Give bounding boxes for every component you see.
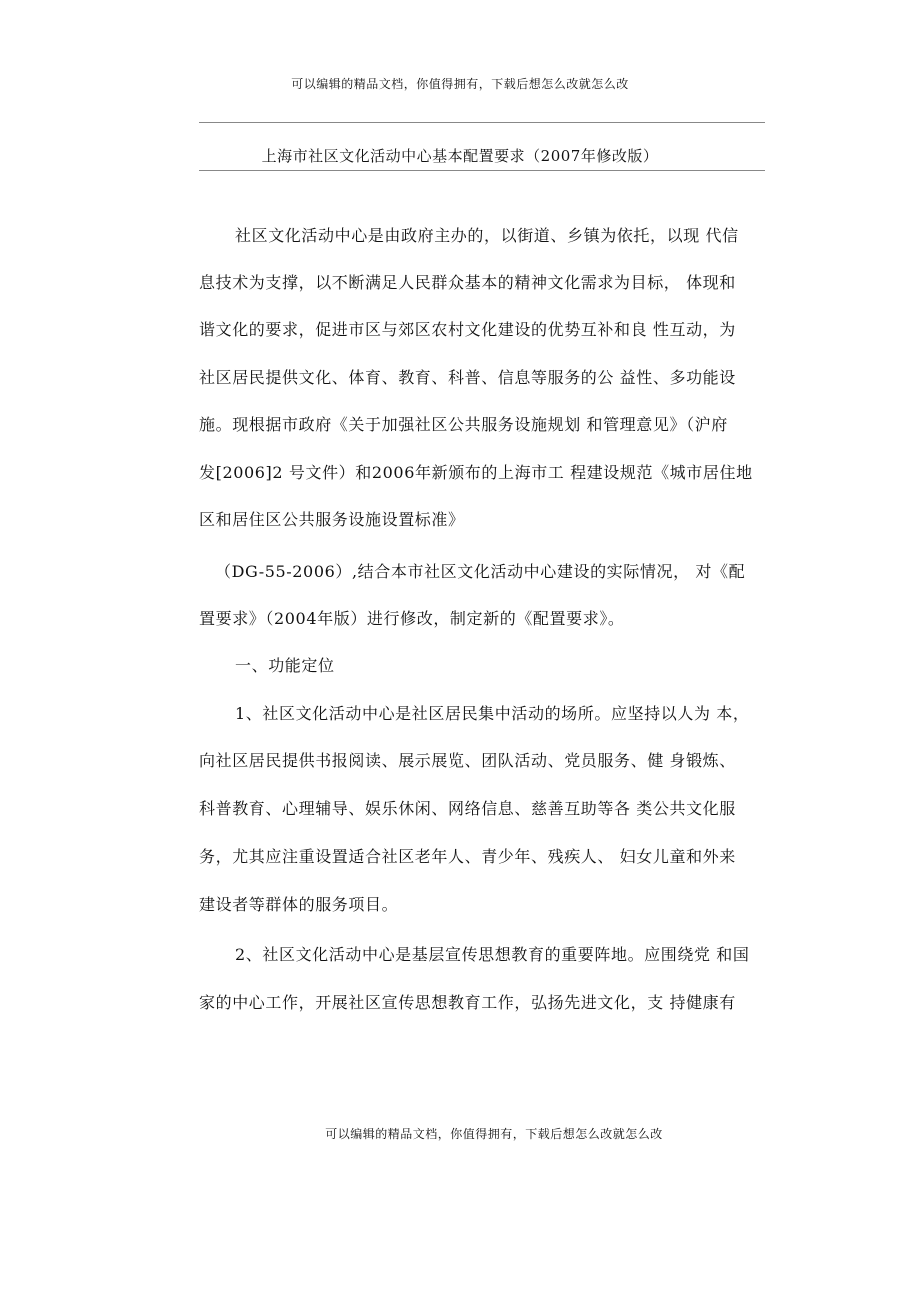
section-heading: 一、功能定位 [235, 656, 335, 675]
body-line: 科普教育、心理辅导、娱乐休闲、网络信息、慈善互助等各 类公共文化服 [199, 799, 736, 818]
body-line: 务，尤其应注重设置适合社区老年人、青少年、残疾人、 妇女儿童和外来 [199, 847, 736, 866]
body-line: 社区文化活动中心是由政府主办的，以街道、乡镇为依托，以现 代信 [235, 226, 739, 245]
body-line: 区和居住区公共服务设施设置标准》 [199, 510, 465, 529]
page-footer-note: 可以编辑的精品文档，你值得拥有，下载后想怎么改就怎么改 [325, 1127, 663, 1141]
body-line: 2、社区文化活动中心是基层宣传思想教育的重要阵地。应围绕党 和国 [235, 945, 750, 964]
body-line: 置要求》（2004年版）进行修改，制定新的《配置要求》。 [199, 609, 625, 628]
document-title: 上海市社区文化活动中心基本配置要求（2007年修改版） [261, 147, 659, 165]
title-rule [199, 170, 765, 171]
body-line: 1、社区文化活动中心是社区居民集中活动的场所。应坚持以人为 本， [235, 704, 750, 723]
body-line: 家的中心工作，开展社区宣传思想教育工作，弘扬先进文化，支 持健康有 [199, 993, 736, 1012]
header-rule [199, 122, 765, 123]
body-line: 发[2006]2 号文件）和2006年新颁布的上海市工 程建设规范《城市居住地 [199, 463, 753, 482]
body-line: （DG-55-2006）,结合本市社区文化活动中心建设的实际情况， 对《配 [215, 562, 746, 581]
body-line: 谐文化的要求，促进市区与郊区农村文化建设的优势互补和良 性互动，为 [199, 320, 736, 339]
body-line: 施。现根据市政府《关于加强社区公共服务设施规划 和管理意见》（沪府 [199, 415, 728, 434]
body-line: 建设者等群体的服务项目。 [199, 895, 399, 914]
body-line: 息技术为支撑，以不断满足人民群众基本的精神文化需求为目标， 体现和 [199, 273, 736, 292]
page-header-note: 可以编辑的精品文档，你值得拥有，下载后想怎么改就怎么改 [291, 77, 629, 91]
body-line: 社区居民提供文化、体育、教育、科普、信息等服务的公 益性、多功能设 [199, 368, 736, 387]
body-line: 向社区居民提供书报阅读、展示展览、团队活动、党员服务、健 身锻炼、 [199, 751, 736, 770]
